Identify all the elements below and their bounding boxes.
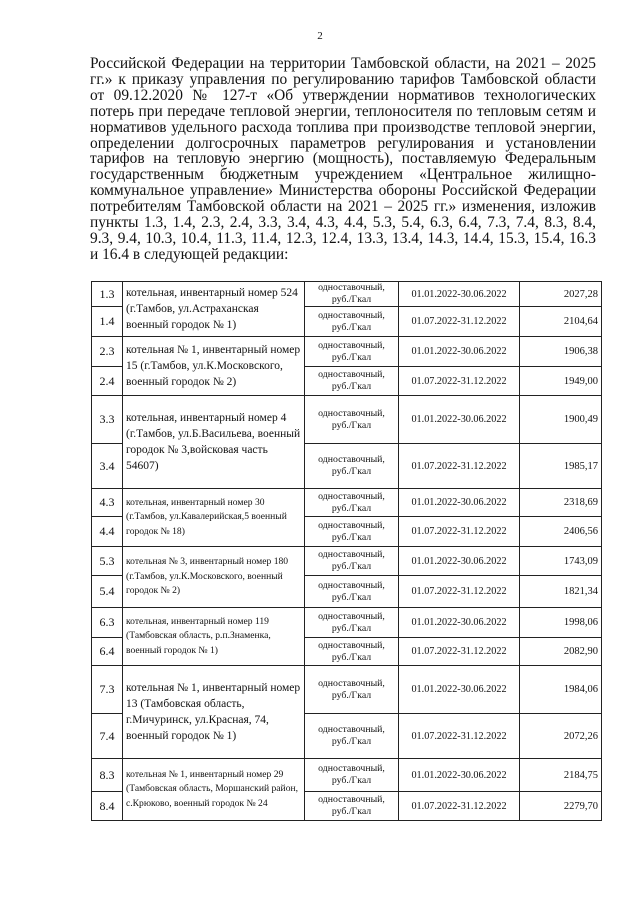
validity-period: 01.07.2022-31.12.2022 [399, 367, 520, 396]
table-row [92, 337, 602, 367]
table-row [92, 608, 602, 638]
tariff-type: одноставочный, руб./Гкал [305, 489, 399, 517]
tariff-type: одноставочный, руб./Гкал [305, 666, 399, 714]
validity-period: 01.07.2022-31.12.2022 [399, 307, 520, 337]
tariff-type: одноставочный, руб./Гкал [305, 792, 399, 821]
tariff-type: одноставочный, руб./Гкал [305, 396, 399, 444]
boiler-house-description: котельная № 3, инвентарный номер 180 (г.Тамбов, ул.К.Московского, военный городок № 2) [123, 547, 305, 608]
validity-period: 01.01.2022-30.06.2022 [399, 282, 520, 307]
tariff-value: 1743,09 [520, 547, 602, 576]
tariff-table-body [92, 282, 602, 821]
tariff-value: 1949,00 [520, 367, 602, 396]
boiler-house-description: котельная, инвентарный номер 524 (г.Тамбов, ул.Астраханская военный городок № 1) [123, 282, 305, 337]
intro-text: Российской Федерации на территории Тамбовской области, на 2021 – 2025 гг.» к приказу управления по регулированию тарифов Тамбовской области от 09.12.2020 № 127-т «Об утверждении нормативов технологических потерь при передаче тепловой энергии, теплоносителя по тепловым сетям и нормативов удельного расхода топлива при производстве тепловой энергии, определении долгосрочных параметров регулирования и установлении тарифов на тепловую энергию (мощность), поставляемую Федеральным государственным бюджетным учреждением «Центральное жилищно-коммунальное управление» Министерства обороны Российской Федерации потребителям Тамбовской области на 2021 – 2025 гг.» изменения, изложив пункты 1.3, 1.4, 2.3, 2.4, 3.3, 3.4, 4.3, 4.4, 5.3, 5.4, 6.3, 6.4, 7.3, 7.4, 8.3, 8.4, 9.3, 9.4, 10.3, 10.4, 11.3, 11.4, 12.3, 12.4, 13.3, 13.4, 14.3, 14.4, 15.3, 15.4, 16.3 и 16.4 в следующей редакции: [90, 55, 596, 263]
tariff-type: одноставочный, руб./Гкал [305, 282, 399, 307]
tariff-value: 1906,38 [520, 337, 602, 367]
page-number: 2 [317, 30, 323, 42]
tariff-type: одноставочный, руб./Гкал [305, 608, 399, 638]
item-code: 6.4 [92, 638, 123, 666]
tariff-value: 2279,70 [520, 792, 602, 821]
validity-period: 01.01.2022-30.06.2022 [399, 547, 520, 576]
tariff-type: одноставочный, руб./Гкал [305, 337, 399, 367]
item-code: 4.4 [92, 517, 123, 547]
validity-period: 01.07.2022-31.12.2022 [399, 714, 520, 759]
tariff-value: 2318,69 [520, 489, 602, 517]
validity-period: 01.01.2022-30.06.2022 [399, 759, 520, 792]
tariff-table [91, 281, 602, 821]
tariff-value: 1985,17 [520, 444, 602, 489]
item-code: 3.4 [92, 444, 123, 489]
item-code: 2.3 [92, 337, 123, 367]
item-code: 7.3 [92, 666, 123, 714]
tariff-value: 2082,90 [520, 638, 602, 666]
table-row [92, 489, 602, 517]
tariff-value: 2104,64 [520, 307, 602, 337]
table-row [92, 396, 602, 444]
validity-period: 01.07.2022-31.12.2022 [399, 792, 520, 821]
validity-period: 01.01.2022-30.06.2022 [399, 666, 520, 714]
tariff-type: одноставочный, руб./Гкал [305, 547, 399, 576]
table-row [92, 759, 602, 792]
validity-period: 01.01.2022-30.06.2022 [399, 396, 520, 444]
validity-period: 01.01.2022-30.06.2022 [399, 489, 520, 517]
tariff-value: 2072,26 [520, 714, 602, 759]
boiler-house-description: котельная, инвентарный номер 30 (г.Тамбов, ул.Кавалерийская,5 военный городок № 18) [123, 489, 305, 547]
tariff-value: 2184,75 [520, 759, 602, 792]
boiler-house-description: котельная, инвентарный номер 4 (г.Тамбов, ул.Б.Васильева, военный городок № 3,войсковая часть 54607) [123, 396, 305, 489]
validity-period: 01.07.2022-31.12.2022 [399, 444, 520, 489]
tariff-value: 1900,49 [520, 396, 602, 444]
validity-period: 01.07.2022-31.12.2022 [399, 517, 520, 547]
tariff-value: 1998,06 [520, 608, 602, 638]
tariff-type: одноставочный, руб./Гкал [305, 444, 399, 489]
boiler-house-description: котельная № 1, инвентарный номер 15 (г.Тамбов, ул.К.Московского, военный городок № 2) [123, 337, 305, 396]
tariff-type: одноставочный, руб./Гкал [305, 576, 399, 608]
boiler-house-description: котельная № 1, инвентарный номер 29 (Тамбовская область, Моршанский район, с.Крюково, военный городок № 24 [123, 759, 305, 821]
tariff-type: одноставочный, руб./Гкал [305, 759, 399, 792]
item-code: 8.4 [92, 792, 123, 821]
boiler-house-description: котельная № 1, инвентарный номер 13 (Тамбовская область, г.Мичуринск, ул.Красная, 74, военный городок № 1) [123, 666, 305, 759]
item-code: 2.4 [92, 367, 123, 396]
validity-period: 01.01.2022-30.06.2022 [399, 337, 520, 367]
item-code: 3.3 [92, 396, 123, 444]
validity-period: 01.01.2022-30.06.2022 [399, 608, 520, 638]
item-code: 8.3 [92, 759, 123, 792]
tariff-type: одноставочный, руб./Гкал [305, 638, 399, 666]
tariff-value: 1821,34 [520, 576, 602, 608]
item-code: 6.3 [92, 608, 123, 638]
boiler-house-description: котельная, инвентарный номер 119 (Тамбовская область, р.п.Знаменка, военный городок № 1) [123, 608, 305, 666]
item-code: 4.3 [92, 489, 123, 517]
tariff-value: 2027,28 [520, 282, 602, 307]
validity-period: 01.07.2022-31.12.2022 [399, 638, 520, 666]
tariff-type: одноставочный, руб./Гкал [305, 367, 399, 396]
tariff-value: 2406,56 [520, 517, 602, 547]
item-code: 1.4 [92, 307, 123, 337]
item-code: 1.3 [92, 282, 123, 307]
item-code: 5.4 [92, 576, 123, 608]
tariff-type: одноставочный, руб./Гкал [305, 517, 399, 547]
item-code: 5.3 [92, 547, 123, 576]
table-row [92, 282, 602, 307]
tariff-type: одноставочный, руб./Гкал [305, 714, 399, 759]
intro-paragraph [90, 56, 596, 263]
table-row [92, 547, 602, 576]
item-code: 7.4 [92, 714, 123, 759]
tariff-type: одноставочный, руб./Гкал [305, 307, 399, 337]
table-row [92, 666, 602, 714]
validity-period: 01.07.2022-31.12.2022 [399, 576, 520, 608]
tariff-value: 1984,06 [520, 666, 602, 714]
